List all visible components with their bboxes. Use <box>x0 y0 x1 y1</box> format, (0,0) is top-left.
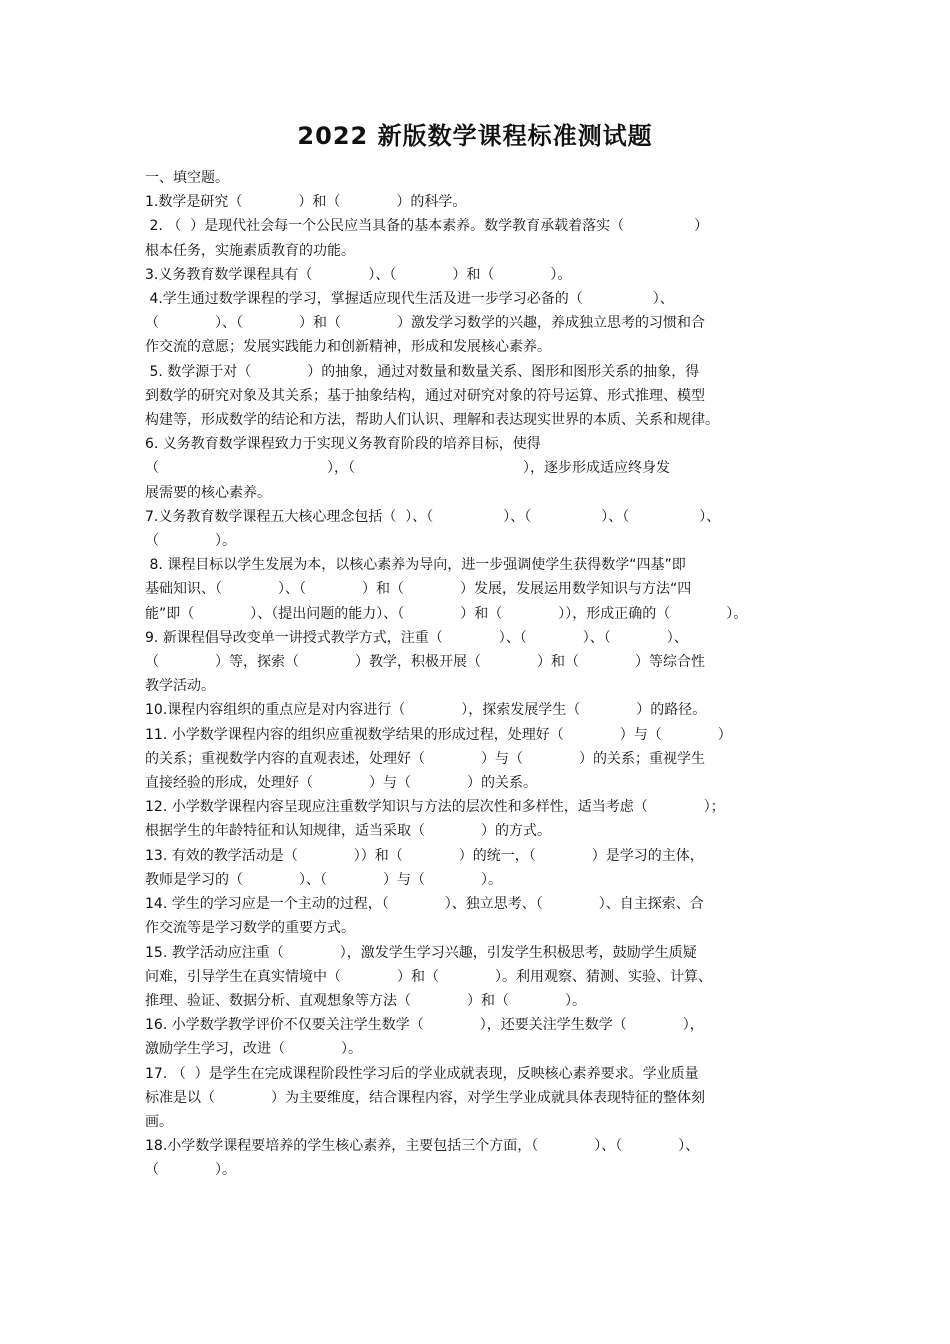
question-line: （ ）。 <box>145 1162 236 1179</box>
question-line: 16. 小学数学教学评价不仅要关注学生数学（ ），还要关注学生数学（ ）， <box>145 1017 704 1034</box>
question-line: 根据学生的年龄特征和认知规律，适当采取（ ）的方式。 <box>145 823 551 840</box>
question-line: 17. （ ）是学生在完成课程阶段性学习后的学业成就表现，反映核心素养要求。学业质量 <box>145 1065 699 1082</box>
question-line: 2. （ ）是现代社会每一个公民应当具备的基本素养。数学教育承载着落实（ ） <box>145 218 709 235</box>
question-line: 13. 有效的教学活动是（ ））和（ ）的统一，（ ）是学习的主体， <box>145 847 704 864</box>
question-line: 3.义务教育数学课程具有（ ）、（ ）和（ ）。 <box>145 266 572 283</box>
question-line: 8. 课程目标以学生发展为本，以核心素养为导向，进一步强调使学生获得数学“四基”即 <box>145 557 686 574</box>
question-line: 14. 学生的学习应是一个主动的过程，（ ）、独立思考、（ ）、自主探索、合 <box>145 896 704 913</box>
question-line: 画。 <box>145 1113 173 1130</box>
question-line: 直接经验的形成，处理好（ ）与（ ）的关系。 <box>145 775 537 792</box>
question-line: 到数学的研究对象及其关系；基于抽象结构，通过对研究对象的符号运算、形式推理、模型 <box>145 387 705 404</box>
question-line: 12. 小学数学课程内容呈现应注重数学知识与方法的层次性和多样性，适当考虑（ ）； <box>145 799 725 816</box>
question-line: 问难，引导学生在真实情境中（ ）和（ ）。利用观察、猜测、实验、计算、 <box>145 968 712 985</box>
question-line: 作交流等是学习数学的重要方式。 <box>145 920 355 937</box>
question-line: 6. 义务教育数学课程致力于实现义务教育阶段的培养目标，使得 <box>145 436 541 453</box>
question-line: 5. 数学源于对（ ）的抽象，通过对数量和数量关系、图形和图形关系的抽象，得 <box>145 363 700 380</box>
question-line: 根本任务，实施素质教育的功能。 <box>145 242 355 259</box>
question-line: 10.课程内容组织的重点应是对内容进行（ ），探索发展学生（ ）的路径。 <box>145 702 707 719</box>
question-line: 作交流的意愿；发展实践能力和创新精神，形成和发展核心素养。 <box>145 339 551 356</box>
question-line: 教学活动。 <box>145 678 215 695</box>
question-line: 教师是学习的（ ）、（ ）与（ ）。 <box>145 871 502 888</box>
question-line: 的关系；重视数学内容的直观表述，处理好（ ）与（ ）的关系；重视学生 <box>145 750 705 767</box>
question-line: （ ），（ ），逐步形成适应终身发 <box>145 460 670 477</box>
question-line: 9. 新课程倡导改变单一讲授式教学方式，注重（ ）、（ ）、（ ）、 <box>145 629 688 646</box>
question-line: （ ）等，探索（ ）教学，积极开展（ ）和（ ）等综合性 <box>145 654 705 671</box>
question-line: 能”即（ ）、（提出问题的能力）、（ ）和（ ）），形成正确的（ ）。 <box>145 605 748 622</box>
question-line: 11. 小学数学课程内容的组织应重视数学结果的形成过程，处理好（ ）与（ ） <box>145 726 732 743</box>
question-line: 激励学生学习，改进（ ）。 <box>145 1041 362 1058</box>
question-line: 构建等，形成数学的结论和方法，帮助人们认识、理解和表达现实世界的本质、关系和规律。 <box>145 412 719 429</box>
question-line: 推理、验证、数据分析、直观想象等方法（ ）和（ ）。 <box>145 992 586 1009</box>
question-line: 基础知识、（ ）、（ ）和（ ）发展，发展运用数学知识与方法“四 <box>145 581 692 598</box>
question-line: （ ）。 <box>145 533 236 550</box>
question-line: 1.数学是研究（ ）和（ ）的科学。 <box>145 194 467 211</box>
question-line: （ ）、（ ）和（ ）激发学习数学的兴趣，养成独立思考的习惯和合 <box>145 315 705 332</box>
question-line: 15. 教学活动应注重（ ），激发学生学习兴趣，引发学生积极思考，鼓励学生质疑 <box>145 944 697 961</box>
section-heading: 一、填空题。 <box>145 170 229 186</box>
question-list <box>145 190 808 1182</box>
question-line: 18.小学数学课程要培养的学生核心素养，主要包括三个方面，（ ）、（ ）、 <box>145 1138 700 1155</box>
document-body <box>145 166 808 1183</box>
question-line: 标准是以（ ）为主要维度，结合课程内容，对学生学业成就具体表现特征的整体刻 <box>145 1089 705 1106</box>
document-title: 2022 新版数学课程标准测试题 <box>297 122 653 150</box>
question-line: 4.学生通过数学课程的学习，掌握适应现代生活及进一步学习必备的（ ）、 <box>145 291 674 308</box>
question-line: 7.义务教育数学课程五大核心理念包括（ ）、（ ）、（ ）、（ ）、 <box>145 508 721 525</box>
question-line: 展需要的核心素养。 <box>145 484 271 501</box>
